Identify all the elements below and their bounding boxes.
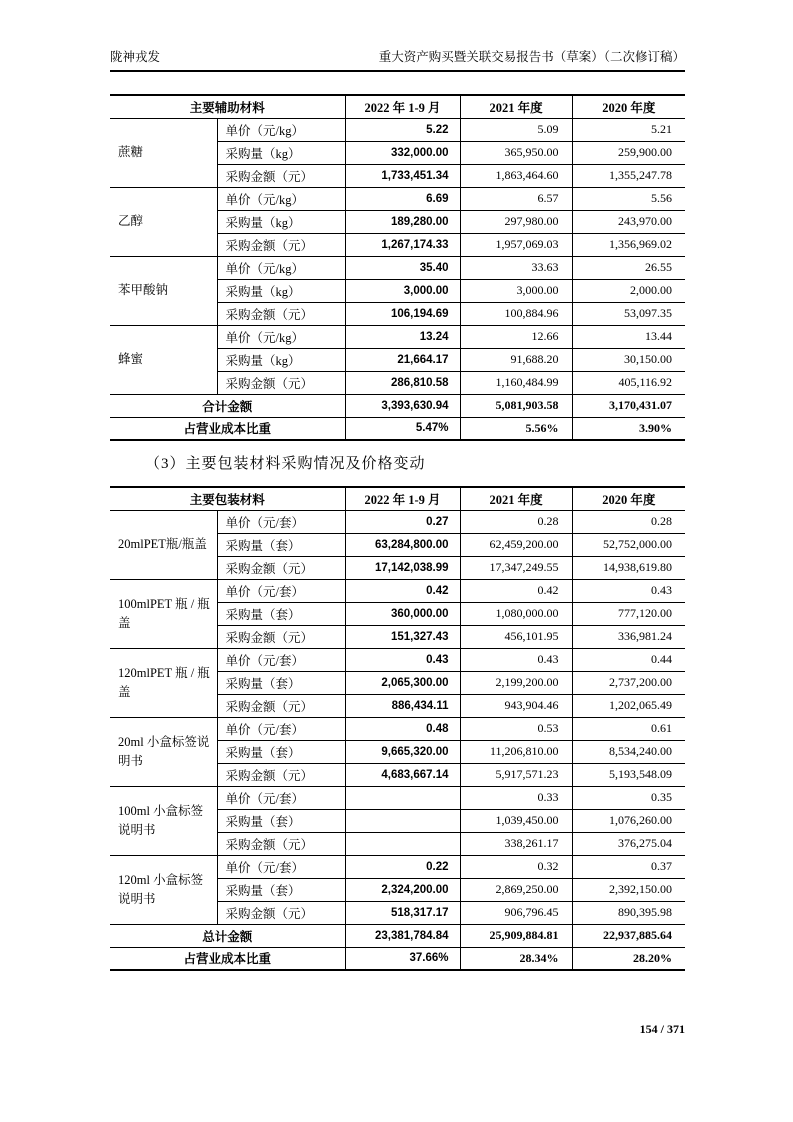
- value-2022-cell: 5.22: [345, 118, 460, 141]
- value-2021-cell: 0.43: [460, 648, 572, 671]
- value-2022-cell: 2,324,200.00: [345, 878, 460, 901]
- column-header-period-0: 2022 年 1-9 月: [345, 95, 460, 118]
- total-label-cell: 合计金额: [110, 394, 345, 417]
- value-2020-cell: 2,392,150.00: [572, 878, 685, 901]
- value-2021-cell: 0.53: [460, 717, 572, 740]
- value-2020-cell: 890,395.98: [572, 901, 685, 924]
- table-header-row: [110, 95, 685, 118]
- value-2022-cell: 21,664.17: [345, 348, 460, 371]
- value-2020-cell: 2,000.00: [572, 279, 685, 302]
- material-name-cell: 120ml 小盒标签说明书: [110, 855, 217, 924]
- ratio-2022-cell: 5.47%: [345, 417, 460, 440]
- metric-label-cell: 采购量（套）: [217, 809, 345, 832]
- value-2021-cell: 17,347,249.55: [460, 556, 572, 579]
- metric-label-cell: 单价（元/套）: [217, 717, 345, 740]
- document-header: [110, 0, 685, 72]
- value-2021-cell: 33.63: [460, 256, 572, 279]
- metric-label-cell: 采购金额（元）: [217, 164, 345, 187]
- value-2022-cell: 35.40: [345, 256, 460, 279]
- value-2020-cell: 0.35: [572, 786, 685, 809]
- value-2021-cell: 0.42: [460, 579, 572, 602]
- ratio-label-cell: 占营业成本比重: [110, 417, 345, 440]
- value-2022-cell: 0.22: [345, 855, 460, 878]
- metric-label-cell: 采购量（kg）: [217, 210, 345, 233]
- value-2022-cell: [345, 809, 460, 832]
- value-2020-cell: 52,752,000.00: [572, 533, 685, 556]
- value-2022-cell: 3,000.00: [345, 279, 460, 302]
- value-2020-cell: 777,120.00: [572, 602, 685, 625]
- value-2022-cell: 13.24: [345, 325, 460, 348]
- page-content: [110, 0, 685, 971]
- column-header-period-1: 2021 年度: [460, 487, 572, 510]
- header-company-name: 陇神戎发: [110, 50, 161, 64]
- metric-label-cell: 采购量（kg）: [217, 279, 345, 302]
- total-2020-cell: 3,170,431.07: [572, 394, 685, 417]
- value-2022-cell: 1,267,174.33: [345, 233, 460, 256]
- table-row: [110, 648, 685, 671]
- value-2020-cell: 30,150.00: [572, 348, 685, 371]
- value-2021-cell: 1,080,000.00: [460, 602, 572, 625]
- value-2022-cell: 106,194.69: [345, 302, 460, 325]
- value-2020-cell: 0.43: [572, 579, 685, 602]
- value-2020-cell: 53,097.35: [572, 302, 685, 325]
- table-row: [110, 325, 685, 348]
- metric-label-cell: 单价（元/套）: [217, 786, 345, 809]
- metric-label-cell: 单价（元/套）: [217, 510, 345, 533]
- value-2020-cell: 13.44: [572, 325, 685, 348]
- metric-label-cell: 采购金额（元）: [217, 302, 345, 325]
- total-row: [110, 394, 685, 417]
- value-2020-cell: 405,116.92: [572, 371, 685, 394]
- value-2021-cell: 456,101.95: [460, 625, 572, 648]
- value-2022-cell: 9,665,320.00: [345, 740, 460, 763]
- total-2020-cell: 22,937,885.64: [572, 924, 685, 947]
- metric-label-cell: 采购量（套）: [217, 878, 345, 901]
- metric-label-cell: 采购金额（元）: [217, 901, 345, 924]
- value-2022-cell: 1,733,451.34: [345, 164, 460, 187]
- value-2022-cell: 286,810.58: [345, 371, 460, 394]
- section-heading: （3）主要包装材料采购情况及价格变动: [145, 456, 426, 472]
- packaging-materials-table: [110, 486, 685, 971]
- value-2020-cell: 1,202,065.49: [572, 694, 685, 717]
- column-header-period-2: 2020 年度: [572, 487, 685, 510]
- value-2022-cell: 6.69: [345, 187, 460, 210]
- metric-label-cell: 采购量（套）: [217, 671, 345, 694]
- table-row: [110, 579, 685, 602]
- value-2021-cell: 91,688.20: [460, 348, 572, 371]
- value-2020-cell: 243,970.00: [572, 210, 685, 233]
- value-2022-cell: [345, 832, 460, 855]
- value-2021-cell: 5.09: [460, 118, 572, 141]
- material-name-cell: 乙醇: [110, 187, 217, 256]
- value-2022-cell: 360,000.00: [345, 602, 460, 625]
- value-2021-cell: 297,980.00: [460, 210, 572, 233]
- total-label-cell: 总计金额: [110, 924, 345, 947]
- metric-label-cell: 采购金额（元）: [217, 832, 345, 855]
- value-2020-cell: 0.61: [572, 717, 685, 740]
- metric-label-cell: 单价（元/kg）: [217, 118, 345, 141]
- metric-label-cell: 采购量（kg）: [217, 348, 345, 371]
- total-2022-cell: 23,381,784.84: [345, 924, 460, 947]
- total-2022-cell: 3,393,630.94: [345, 394, 460, 417]
- metric-label-cell: 单价（元/套）: [217, 648, 345, 671]
- value-2022-cell: 0.42: [345, 579, 460, 602]
- table-header-row: [110, 487, 685, 510]
- metric-label-cell: 单价（元/kg）: [217, 187, 345, 210]
- value-2020-cell: 14,938,619.80: [572, 556, 685, 579]
- value-2020-cell: 5,193,548.09: [572, 763, 685, 786]
- material-name-cell: 120mlPET 瓶 / 瓶盖: [110, 648, 217, 717]
- table-row: [110, 187, 685, 210]
- value-2022-cell: 4,683,667.14: [345, 763, 460, 786]
- value-2021-cell: 1,039,450.00: [460, 809, 572, 832]
- value-2021-cell: 1,957,069.03: [460, 233, 572, 256]
- ratio-2022-cell: 37.66%: [345, 947, 460, 970]
- metric-label-cell: 采购金额（元）: [217, 694, 345, 717]
- value-2021-cell: 1,160,484.99: [460, 371, 572, 394]
- ratio-2020-cell: 3.90%: [572, 417, 685, 440]
- total-row: [110, 924, 685, 947]
- value-2021-cell: 943,904.46: [460, 694, 572, 717]
- material-name-cell: 20mlPET瓶/瓶盖: [110, 510, 217, 579]
- material-name-cell: 蜂蜜: [110, 325, 217, 394]
- total-2021-cell: 25,909,884.81: [460, 924, 572, 947]
- value-2021-cell: 12.66: [460, 325, 572, 348]
- metric-label-cell: 单价（元/套）: [217, 579, 345, 602]
- metric-label-cell: 单价（元/套）: [217, 855, 345, 878]
- ratio-2021-cell: 5.56%: [460, 417, 572, 440]
- value-2020-cell: 376,275.04: [572, 832, 685, 855]
- value-2021-cell: 11,206,810.00: [460, 740, 572, 763]
- table-row: [110, 256, 685, 279]
- value-2021-cell: 2,869,250.00: [460, 878, 572, 901]
- value-2021-cell: 3,000.00: [460, 279, 572, 302]
- value-2020-cell: 2,737,200.00: [572, 671, 685, 694]
- table-title-cell: 主要包装材料: [110, 487, 345, 510]
- value-2021-cell: 0.33: [460, 786, 572, 809]
- value-2022-cell: [345, 786, 460, 809]
- value-2020-cell: 0.44: [572, 648, 685, 671]
- value-2020-cell: 1,076,260.00: [572, 809, 685, 832]
- metric-label-cell: 单价（元/kg）: [217, 256, 345, 279]
- metric-label-cell: 采购金额（元）: [217, 233, 345, 256]
- value-2022-cell: 0.43: [345, 648, 460, 671]
- value-2020-cell: 5.21: [572, 118, 685, 141]
- metric-label-cell: 采购量（kg）: [217, 141, 345, 164]
- value-2022-cell: 518,317.17: [345, 901, 460, 924]
- value-2020-cell: 336,981.24: [572, 625, 685, 648]
- material-name-cell: 100ml 小盒标签说明书: [110, 786, 217, 855]
- table-row: [110, 717, 685, 740]
- metric-label-cell: 采购金额（元）: [217, 556, 345, 579]
- table-row: [110, 118, 685, 141]
- value-2022-cell: 2,065,300.00: [345, 671, 460, 694]
- value-2020-cell: 0.37: [572, 855, 685, 878]
- value-2022-cell: 189,280.00: [345, 210, 460, 233]
- value-2022-cell: 0.48: [345, 717, 460, 740]
- value-2021-cell: 62,459,200.00: [460, 533, 572, 556]
- material-name-cell: 苯甲酸钠: [110, 256, 217, 325]
- value-2021-cell: 6.57: [460, 187, 572, 210]
- column-header-period-0: 2022 年 1-9 月: [345, 487, 460, 510]
- metric-label-cell: 采购金额（元）: [217, 763, 345, 786]
- table-title-cell: 主要辅助材料: [110, 95, 345, 118]
- ratio-2021-cell: 28.34%: [460, 947, 572, 970]
- value-2022-cell: 151,327.43: [345, 625, 460, 648]
- cost-ratio-row: [110, 417, 685, 440]
- value-2021-cell: 338,261.17: [460, 832, 572, 855]
- value-2020-cell: 259,900.00: [572, 141, 685, 164]
- value-2020-cell: 5.56: [572, 187, 685, 210]
- value-2020-cell: 0.28: [572, 510, 685, 533]
- metric-label-cell: 采购量（套）: [217, 533, 345, 556]
- table-row: [110, 510, 685, 533]
- value-2021-cell: 100,884.96: [460, 302, 572, 325]
- value-2022-cell: 17,142,038.99: [345, 556, 460, 579]
- metric-label-cell: 采购金额（元）: [217, 625, 345, 648]
- metric-label-cell: 采购金额（元）: [217, 371, 345, 394]
- ratio-2020-cell: 28.20%: [572, 947, 685, 970]
- value-2021-cell: 365,950.00: [460, 141, 572, 164]
- value-2021-cell: 2,199,200.00: [460, 671, 572, 694]
- value-2021-cell: 906,796.45: [460, 901, 572, 924]
- header-report-title: 重大资产购买暨关联交易报告书（草案）（二次修订稿）: [378, 50, 685, 64]
- value-2020-cell: 26.55: [572, 256, 685, 279]
- page-number: 154 / 371: [639, 1022, 685, 1036]
- value-2021-cell: 5,917,571.23: [460, 763, 572, 786]
- value-2020-cell: 1,355,247.78: [572, 164, 685, 187]
- metric-label-cell: 单价（元/kg）: [217, 325, 345, 348]
- material-name-cell: 100mlPET 瓶 / 瓶盖: [110, 579, 217, 648]
- value-2022-cell: 0.27: [345, 510, 460, 533]
- value-2020-cell: 8,534,240.00: [572, 740, 685, 763]
- value-2021-cell: 1,863,464.60: [460, 164, 572, 187]
- material-name-cell: 蔗糖: [110, 118, 217, 187]
- table-row: [110, 855, 685, 878]
- value-2021-cell: 0.28: [460, 510, 572, 533]
- table-row: [110, 786, 685, 809]
- value-2020-cell: 1,356,969.02: [572, 233, 685, 256]
- metric-label-cell: 采购量（套）: [217, 602, 345, 625]
- auxiliary-materials-table: [110, 94, 685, 441]
- value-2022-cell: 63,284,800.00: [345, 533, 460, 556]
- value-2021-cell: 0.32: [460, 855, 572, 878]
- value-2022-cell: 332,000.00: [345, 141, 460, 164]
- value-2022-cell: 886,434.11: [345, 694, 460, 717]
- metric-label-cell: 采购量（套）: [217, 740, 345, 763]
- total-2021-cell: 5,081,903.58: [460, 394, 572, 417]
- column-header-period-2: 2020 年度: [572, 95, 685, 118]
- ratio-label-cell: 占营业成本比重: [110, 947, 345, 970]
- column-header-period-1: 2021 年度: [460, 95, 572, 118]
- cost-ratio-row: [110, 947, 685, 970]
- material-name-cell: 20ml 小盒标签说明书: [110, 717, 217, 786]
